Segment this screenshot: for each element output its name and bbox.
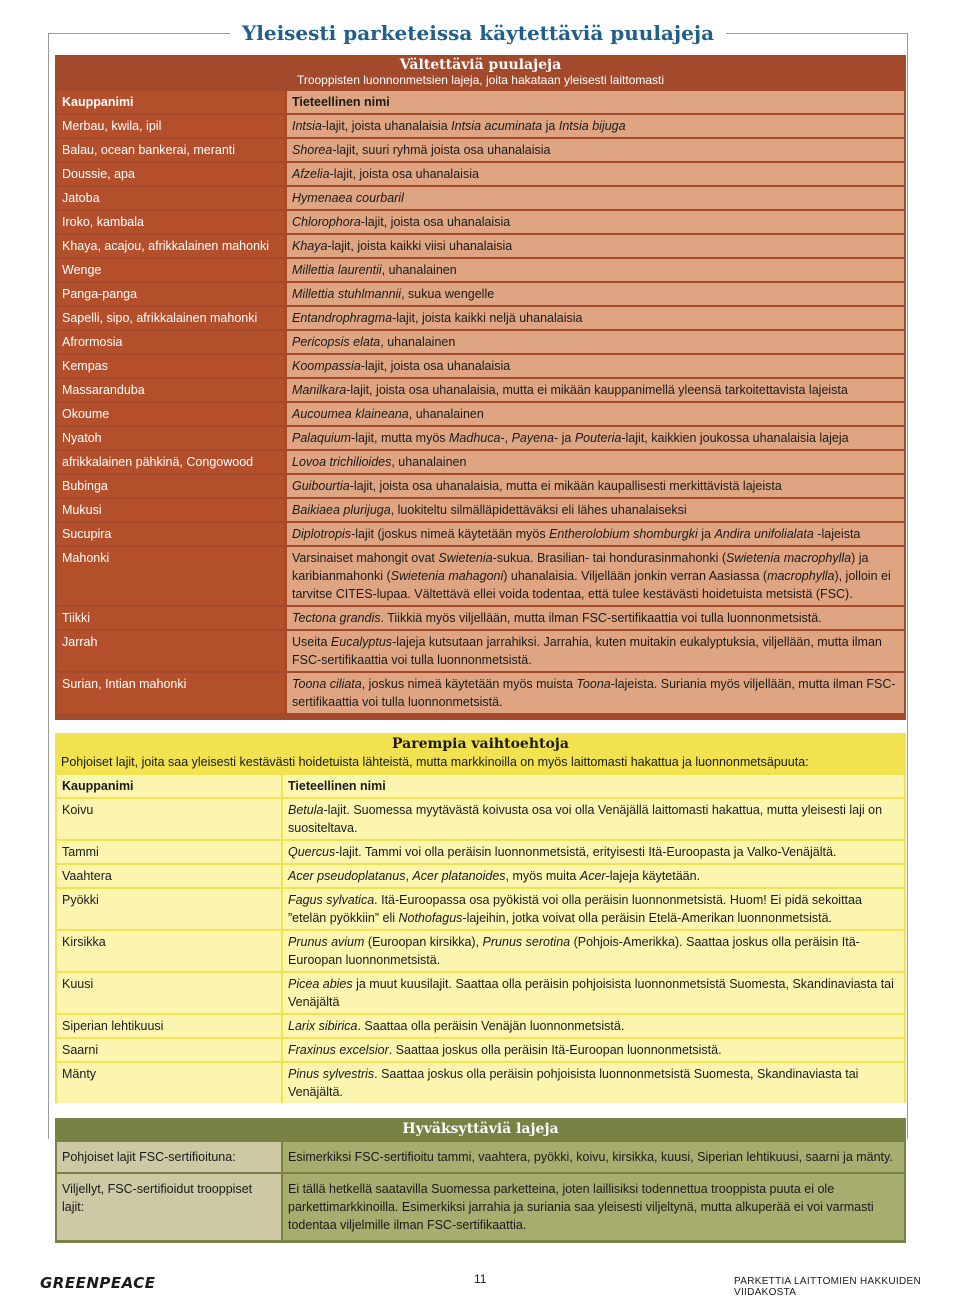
table-row: [57, 499, 904, 521]
trade-name-cell: Jatoba: [57, 187, 285, 209]
description-cell: Hymenaea courbaril: [287, 187, 904, 209]
trade-name-cell: Pohjoiset lajit FSC-sertifioituna:: [57, 1142, 281, 1172]
table-row: [57, 307, 904, 329]
acceptable-section: [55, 1118, 906, 1243]
better-section: [55, 733, 906, 1103]
column-header-trade-name: Kauppanimi: [57, 775, 281, 797]
description-cell: Pinus sylvestris. Saattaa joskus olla peräisin pohjoisista luonnonmetsistä Suomesta, Skandinaviasta tai Venäjältä.: [283, 1063, 904, 1103]
description-cell: Acer pseudoplatanus, Acer platanoides, myös muita Acer-lajeja käytetään.: [283, 865, 904, 887]
description-cell: Useita Eucalyptus-lajeja kutsutaan jarrahiksi. Jarrahia, kuten muitakin eukalyptuksia, viljellään, mutta ilman FSC-sertifikaattia voi tulla luonnonmetsistä.: [287, 631, 904, 671]
table-row: [57, 211, 904, 233]
page-header: [48, 14, 908, 52]
trade-name-cell: Bubinga: [57, 475, 285, 497]
trade-name-cell: Nyatoh: [57, 427, 285, 449]
trade-name-cell: Wenge: [57, 259, 285, 281]
description-cell: Ei tällä hetkellä saatavilla Suomessa parketteina, joten laillisiksi todennettua trooppista puuta ei ole parkettimarkkinoilla. Esimerkiksi jarrahia ja suriania saa yleisesti viljeltynä, mutta alkuperää ei voi varmasti todentaa viljelmille ilman FSC-sertifikaattia.: [283, 1174, 904, 1240]
table-row: [57, 139, 904, 161]
description-cell: Entandrophragma-lajit, joista kaikki neljä uhanalaisia: [287, 307, 904, 329]
table-row: [57, 187, 904, 209]
table-row: [57, 283, 904, 305]
trade-name-cell: Surian, Intian mahonki: [57, 673, 285, 713]
description-cell: Afzelia-lajit, joista osa uhanalaisia: [287, 163, 904, 185]
trade-name-cell: Mahonki: [57, 547, 285, 605]
table-row: [57, 523, 904, 545]
trade-name-cell: Massaranduba: [57, 379, 285, 401]
trade-name-cell: Kempas: [57, 355, 285, 377]
better-section-title: Parempia vaihtoehtoja: [392, 736, 569, 752]
description-cell: Intsia-lajit, joista uhanalaisia Intsia acuminata ja Intsia bijuga: [287, 115, 904, 137]
description-cell: Millettia stuhlmannii, sukua wengelle: [287, 283, 904, 305]
table-header-row: [57, 775, 904, 797]
table-row: [57, 379, 904, 401]
frame-line-left: [48, 34, 49, 1139]
table-row: [57, 427, 904, 449]
trade-name-cell: Mänty: [57, 1063, 281, 1103]
avoid-section-header: [55, 55, 906, 89]
table-row: [57, 1015, 904, 1037]
trade-name-cell: Khaya, acajou, afrikkalainen mahonki: [57, 235, 285, 257]
description-cell: Khaya-lajit, joista kaikki viisi uhanalaisia: [287, 235, 904, 257]
description-cell: Prunus avium (Euroopan kirsikka), Prunus serotina (Pohjois-Amerikka). Saattaa joskus olla peräisin Itä-Euroopan luonnonmetsistä.: [283, 931, 904, 971]
greenpeace-logo: GREENPEACE: [40, 1274, 156, 1292]
trade-name-cell: Sucupira: [57, 523, 285, 545]
trade-name-cell: Koivu: [57, 799, 281, 839]
avoid-table: [55, 89, 906, 715]
description-cell: Fagus sylvatica. Itä-Euroopassa osa pyökistä voi olla peräisin luonnonmetsistä. Huom! Ei pidä sekoittaa ”etelän pyökkiin” eli Nothofagus-lajeihin, jotka voivat olla peräisin Etelä-Amerikan luonnonmetsistä.: [283, 889, 904, 929]
description-cell: Chlorophora-lajit, joista osa uhanalaisia: [287, 211, 904, 233]
trade-name-cell: Iroko, kambala: [57, 211, 285, 233]
trade-name-cell: Kuusi: [57, 973, 281, 1013]
trade-name-cell: Afrormosia: [57, 331, 285, 353]
description-cell: Palaquium-lajit, mutta myös Madhuca-, Payena- ja Pouteria-lajit, kaikkien joukossa uhanalaisia lajeja: [287, 427, 904, 449]
description-cell: Larix sibirica. Saattaa olla peräisin Venäjän luonnonmetsistä.: [283, 1015, 904, 1037]
table-row: [57, 799, 904, 839]
table-row: [57, 163, 904, 185]
better-section-header: [55, 733, 906, 755]
trade-name-cell: Sapelli, sipo, afrikkalainen mahonki: [57, 307, 285, 329]
table-row: [57, 331, 904, 353]
better-section-intro: Pohjoiset lajit, joita saa yleisesti kestävästi hoidetuista lähteistä, mutta markkinoilla on myös laittomasti hakattua ja luonnonmetsäpuuta:: [61, 755, 809, 769]
table-row: [57, 607, 904, 629]
table-row: [57, 547, 904, 605]
trade-name-cell: Jarrah: [57, 631, 285, 671]
trade-name-cell: Saarni: [57, 1039, 281, 1061]
trade-name-cell: Tammi: [57, 841, 281, 863]
frame-line-right: [907, 34, 908, 1139]
table-row: [57, 451, 904, 473]
column-header-trade-name: Kauppanimi: [57, 91, 285, 113]
table-row: [57, 115, 904, 137]
acceptable-section-title: Hyväksyttäviä lajeja: [402, 1121, 559, 1137]
trade-name-cell: Siperian lehtikuusi: [57, 1015, 281, 1037]
description-cell: Betula-lajit. Suomessa myytävästä koivusta osa voi olla Venäjällä laittomasti hakattua, mutta yleisesti laji on suositeltava.: [283, 799, 904, 839]
better-table: [55, 773, 906, 1105]
description-cell: Koompassia-lajit, joista osa uhanalaisia: [287, 355, 904, 377]
footer-publication-title: PARKETTIA LAITTOMIEN HAKKUIDEN VIIDAKOSTA: [734, 1276, 921, 1298]
description-cell: Toona ciliata, joskus nimeä käytetään myös muista Toona-lajeista. Suriania myös viljellään, mutta ilman FSC-sertifikaattia voi tulla luonnonmetsistä.: [287, 673, 904, 713]
description-cell: Varsinaiset mahongit ovat Swietenia-sukua. Brasilian- tai hondurasinmahonki (Swietenia macrophylla) ja karibianmahonki (Swietenia mahagoni) uhanalaisia. Viljellään jonkin verran Aasiassa (macrophylla), jolloin ei tarvitse CITES-lupaa. Vältettävä ellei voida todentaa, että tulee kestävästi hoidetuista metsistä (FSC).: [287, 547, 904, 605]
description-cell: Esimerkiksi FSC-sertifioitu tammi, vaahtera, pyökki, koivu, kirsikka, kuusi, Siperian lehtikuusi, saarni ja mänty.: [283, 1142, 904, 1172]
table-row: [57, 841, 904, 863]
description-cell: Quercus-lajit. Tammi voi olla peräisin luonnonmetsistä, erityisesti Itä-Euroopasta ja Valko-Venäjältä.: [283, 841, 904, 863]
description-cell: Millettia laurentii, uhanalainen: [287, 259, 904, 281]
description-cell: Pericopsis elata, uhanalainen: [287, 331, 904, 353]
trade-name-cell: Balau, ocean bankerai, meranti: [57, 139, 285, 161]
trade-name-cell: Panga-panga: [57, 283, 285, 305]
table-row: [57, 259, 904, 281]
table-row: [57, 1063, 904, 1103]
table-row: [57, 631, 904, 671]
table-row: [57, 931, 904, 971]
avoid-section-subtitle: Trooppisten luonnonmetsien lajeja, joita hakataan yleisesti laittomasti: [296, 73, 665, 87]
table-header-row: [57, 91, 904, 113]
table-row: [57, 1174, 904, 1240]
table-row: [57, 1142, 904, 1172]
trade-name-cell: Kirsikka: [57, 931, 281, 971]
table-row: [57, 475, 904, 497]
header-rule-left: [48, 33, 230, 34]
trade-name-cell: Doussie, apa: [57, 163, 285, 185]
description-cell: Manilkara-lajit, joista osa uhanalaisia, mutta ei mikään kauppanimellä yleensä tarkoitettavista lajeista: [287, 379, 904, 401]
description-cell: Picea abies ja muut kuusilajit. Saattaa olla peräisin pohjoisista luonnonmetsistä Suomesta, Skandinaviasta tai Venäjältä: [283, 973, 904, 1013]
page-title: Yleisesti parketeissa käytettäviä puulajeja: [241, 21, 715, 45]
table-row: [57, 865, 904, 887]
trade-name-cell: Vaahtera: [57, 865, 281, 887]
trade-name-cell: Merbau, kwila, ipil: [57, 115, 285, 137]
page-number: 11: [474, 1272, 487, 1286]
header-rule-right: [726, 33, 908, 34]
description-cell: Guibourtia-lajit, joista osa uhanalaisia, mutta ei mikään kaupallisesti merkittävistä lajeista: [287, 475, 904, 497]
table-row: [57, 403, 904, 425]
column-header-scientific-name: Tieteellinen nimi: [283, 775, 904, 797]
description-cell: Aucoumea klaineana, uhanalainen: [287, 403, 904, 425]
description-cell: Shorea-lajit, suuri ryhmä joista osa uhanalaisia: [287, 139, 904, 161]
trade-name-cell: afrikkalainen pähkinä, Congowood: [57, 451, 285, 473]
description-cell: Baikiaea plurijuga, luokiteltu silmälläpidettäväksi eli lähes uhanalaiseksi: [287, 499, 904, 521]
description-cell: Tectona grandis. Tiikkiä myös viljellään, mutta ilman FSC-sertifikaattia voi tulla luonnonmetsistä.: [287, 607, 904, 629]
acceptable-section-header: [55, 1118, 906, 1140]
table-row: [57, 235, 904, 257]
acceptable-table: [55, 1140, 906, 1242]
table-row: [57, 1039, 904, 1061]
trade-name-cell: Viljellyt, FSC-sertifioidut trooppiset lajit:: [57, 1174, 281, 1240]
description-cell: Fraxinus excelsior. Saattaa joskus olla peräisin Itä-Euroopan luonnonmetsistä.: [283, 1039, 904, 1061]
table-row: [57, 355, 904, 377]
avoid-section-title: Vältettäviä puulajeja: [399, 57, 562, 73]
trade-name-cell: Mukusi: [57, 499, 285, 521]
table-row: [57, 889, 904, 929]
trade-name-cell: Okoume: [57, 403, 285, 425]
trade-name-cell: Tiikki: [57, 607, 285, 629]
description-cell: Lovoa trichilioides, uhanalainen: [287, 451, 904, 473]
avoid-section: [55, 55, 906, 720]
table-row: [57, 973, 904, 1013]
trade-name-cell: Pyökki: [57, 889, 281, 929]
description-cell: Diplotropis-lajit (joskus nimeä käytetään myös Entherolobium shomburgki ja Andira unifolialata -lajeista: [287, 523, 904, 545]
column-header-scientific-name: Tieteellinen nimi: [287, 91, 904, 113]
table-row: [57, 673, 904, 713]
